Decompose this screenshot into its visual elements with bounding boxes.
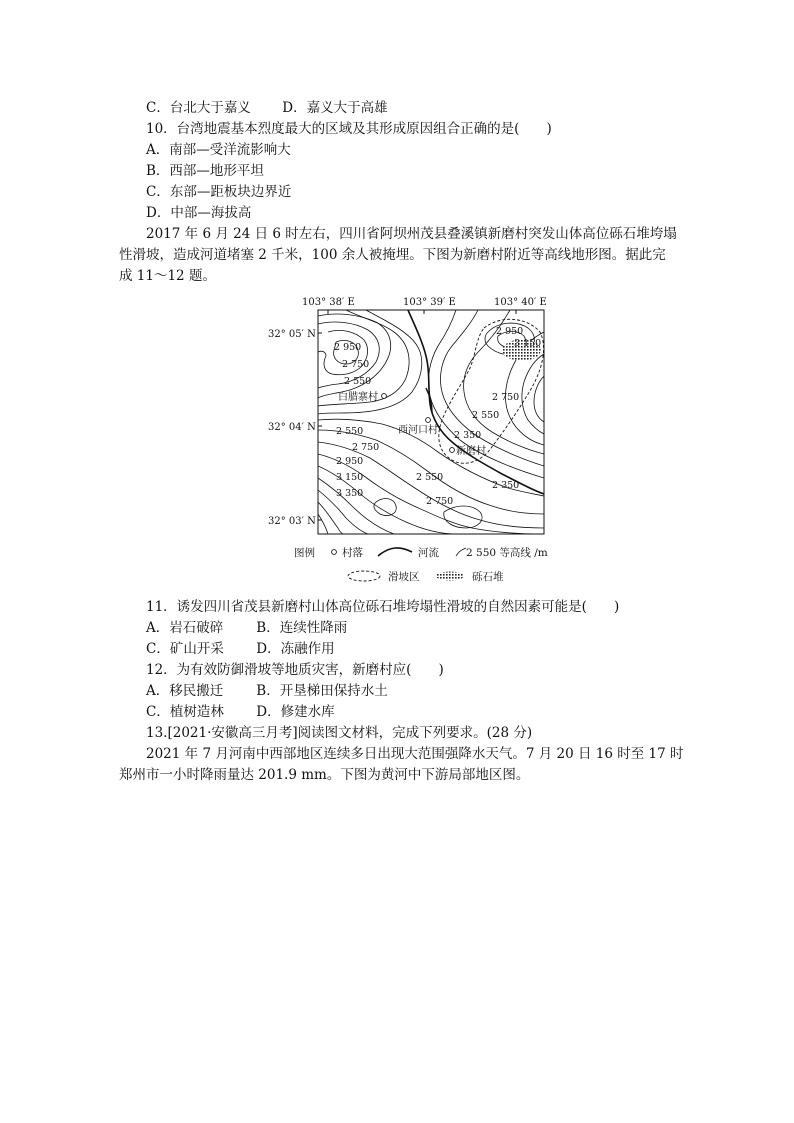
material-line-2: 性滑坡，造成河道堵塞 2 千米，100 余人被掩埋。下图为新磨村附近等高线地形图。据此完 [119,247,666,263]
q11-option-b: B．连续性降雨 [256,620,348,636]
q10-option-d: D．中部—海拔高 [146,205,252,221]
village-bailazhai-marker [382,394,387,399]
legend-contour-symbol [456,548,466,556]
q12-options-ab [146,681,388,701]
q12-option-a: A．移民搬迁 [146,683,224,699]
contour-label: 2 950 [496,326,524,337]
q13-stem: 13.[2021·安徽高三月考]阅读图文材料，完成下列要求。(28 分) [146,725,533,741]
legend-river-symbol [378,548,412,556]
legend-title: 图例 [294,547,315,559]
q11-option-c: C．矿山开采 [146,641,224,657]
legend-village-label: 村落 [342,547,363,559]
q12-option-d: D．修建水库 [256,704,335,720]
lon-label-39: 103° 39′ E [403,297,456,308]
q10-option-b: B．西部—地形平坦 [146,163,264,179]
contour-label: 2 350 [454,430,482,441]
lon-label-38: 103° 38′ E [302,297,355,308]
q13-material-line-1: 2021 年 7 月河南中西部地区连续多日出现大范围强降水天气。7 月 20 日 16 时至 17 时 [146,746,684,762]
legend-landslide-label: 滑坡区 [388,571,420,583]
village-xinmo-label: 新磨村 [456,446,486,457]
legend-gravel-symbol [436,572,464,581]
legend-river-label: 河流 [418,547,439,559]
q10-option-a: A．南部—受洋流影响大 [146,142,291,158]
q10-stem: 10．台湾地震基本烈度最大的区域及其形成原因组合正确的是( ) [146,121,552,137]
q11-options-ab [146,618,347,638]
q12-stem: 12．为有效防御滑坡等地质灾害，新磨村应( ) [146,662,444,678]
lat-label-04: 32° 04′ N [268,422,316,433]
contour-label: 2 750 [352,442,380,453]
q12-options-cd [146,702,335,722]
lat-label-03: 32° 03′ N [268,516,316,527]
q12-option-c: C．植树造林 [146,704,224,720]
lat-label-05: 32° 05′ N [268,329,316,340]
q11-options-cd [146,639,335,659]
contour-label: 2 550 [416,472,444,483]
contour-label: 2 750 [426,496,454,507]
legend-village-symbol [332,550,337,555]
q11-option-a: A．岩石破碎 [146,620,224,636]
legend-gravel-label: 砾石堆 [472,571,504,583]
contour-label: 2 950 [334,342,362,353]
q11-option-d: D．冻融作用 [256,641,335,657]
q9-option-c: C．台北大于嘉义 [146,100,251,116]
contour-map-figure [266,292,562,586]
contour-label: 2 750 [342,359,370,370]
contour-label: 3 150 [336,472,364,483]
q13-material-line-2: 郑州市一小时降雨量达 201.9 mm。下图为黄河中下游局部地区图。 [119,767,530,783]
legend-contour-label: 2 550 等高线 /m [466,547,548,559]
q11-stem: 11．诱发四川省茂县新磨村山体高位砾石堆垮塌性滑坡的自然因素可能是( ) [146,599,620,615]
material-line-3: 成 11～12 题。 [119,268,216,284]
material-line-1: 2017 年 6 月 24 日 6 时左右，四川省阿坝州茂县叠溪镇新磨村突发山体高位砾石堆垮塌 [146,226,677,242]
q9-option-d: D．嘉义大于高雄 [282,100,388,116]
contour-label: 2 550 [472,410,500,421]
contour-label: 2 550 [336,426,364,437]
contour-label: 3 150 [514,338,542,349]
contour-label: 2 950 [336,456,364,467]
q9-options-cd [146,98,388,118]
village-xihekou-label: 西河口村 [398,425,438,436]
q10-option-c: C．东部—距板块边界近 [146,184,292,200]
legend-landslide-symbol [348,571,380,581]
contour-label: 3 350 [336,488,364,499]
contour-label: 2 750 [492,392,520,403]
village-xinmo-marker [450,448,455,453]
contour-label: 2 550 [344,376,372,387]
village-bailazhai-label: 白腊寨村 [338,392,378,403]
lon-label-40: 103° 40′ E [494,297,547,308]
q12-option-b: B．开垦梯田保持水土 [256,683,388,699]
contour-map [266,292,562,586]
contour-label: 2 350 [492,480,520,491]
village-xihekou-marker [426,418,431,423]
